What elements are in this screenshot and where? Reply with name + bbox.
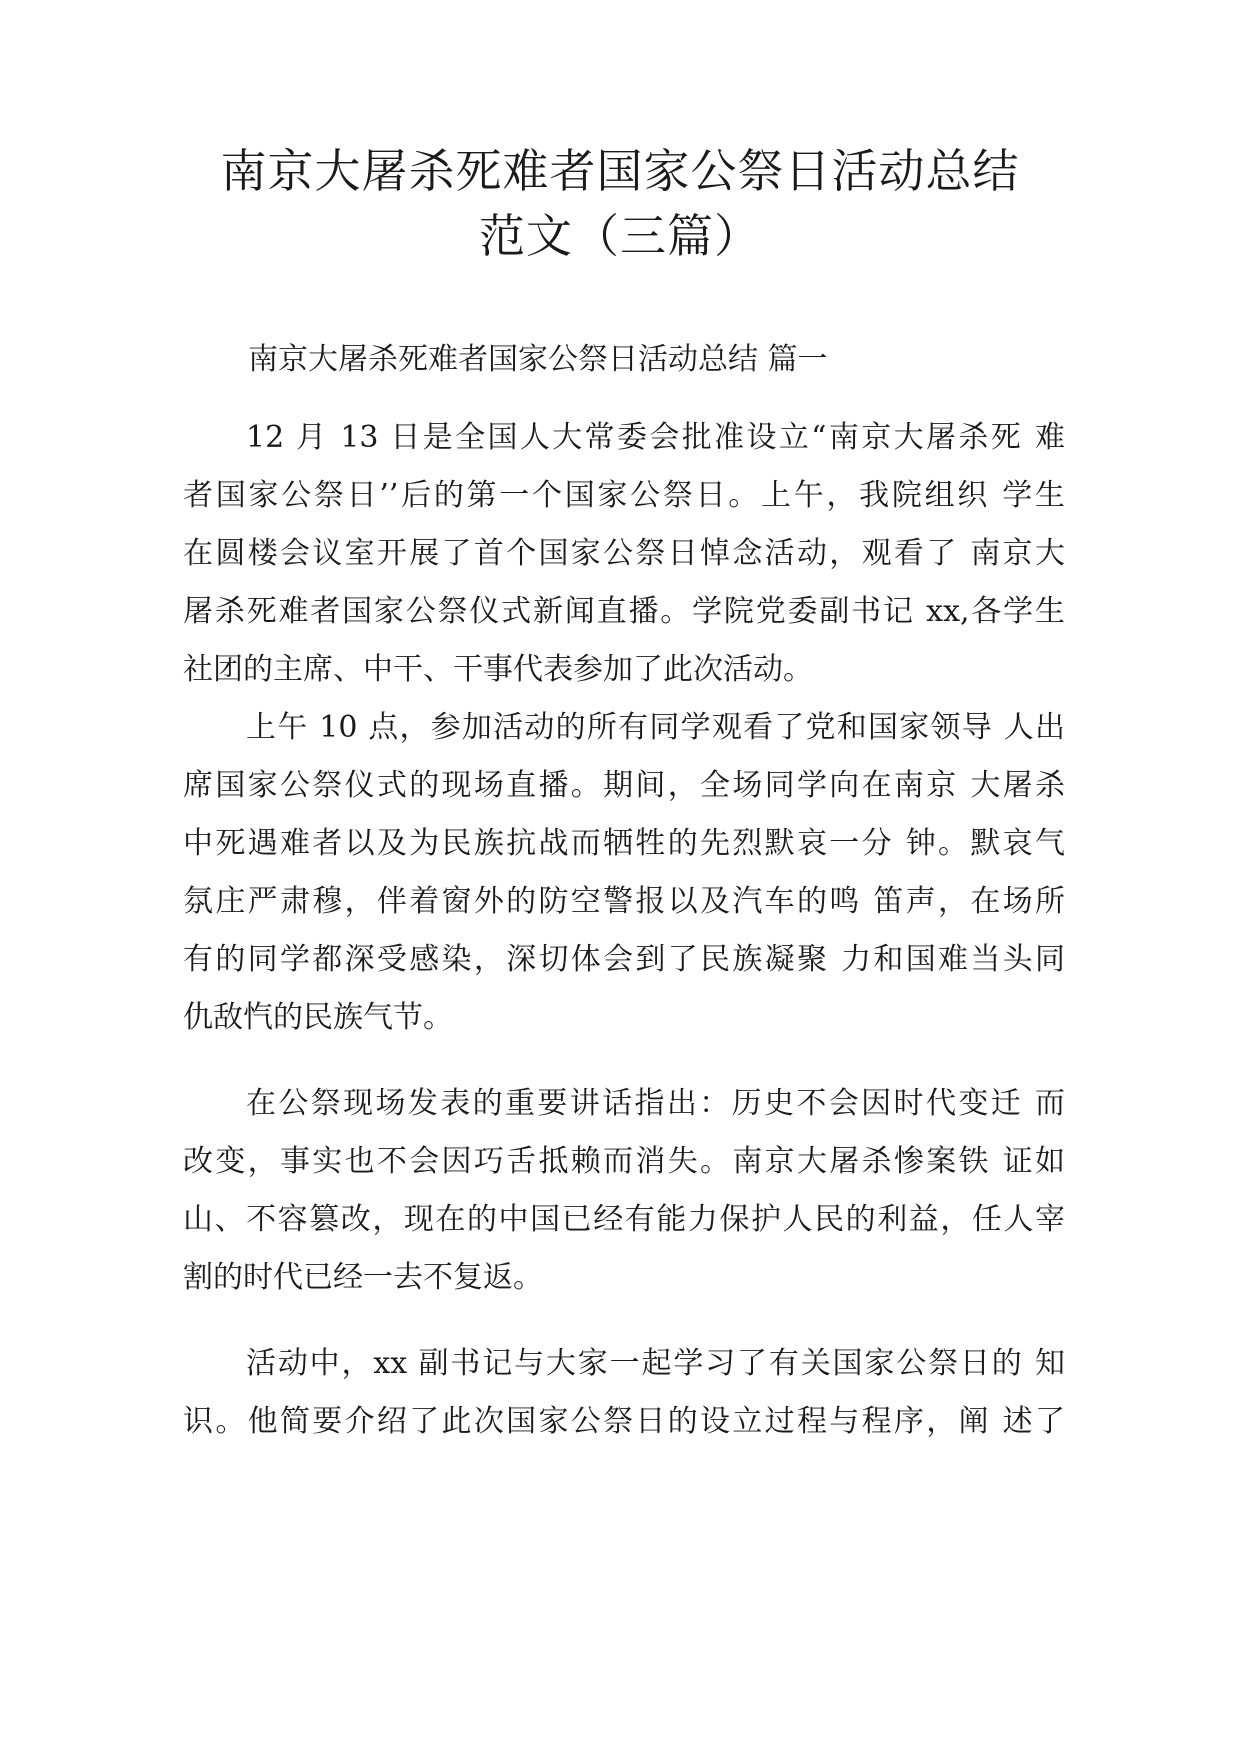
document-title-line-2: 范文（三篇） [479,209,761,263]
paragraph-line: 割的时代已经一去不复返。 [183,1260,543,1295]
paragraph-line: 识。他简要介绍了此次国家公祭日的设立过程与程序，阐 述了 [183,1404,1065,1439]
paragraph-line: 12 月 13 日是全国人大常委会批准设立“南京大屠杀死 难 [246,420,1065,455]
paragraph-line: 中死遇难者以及为民族抗战而牺牲的先烈默哀一分 钟。默哀气 [183,826,1065,861]
paragraph-line: 席国家公祭仪式的现场直播。期间，全场同学向在南京 大屠杀 [183,768,1065,803]
paragraph-line: 上午 10 点，参加活动的所有同学观看了党和国家领导 人出 [246,710,1065,745]
paragraph-line: 仇敌忾的民族气节。 [183,1000,453,1035]
paragraph-line: 改变，事实也不会因巧舌抵赖而消失。南京大屠杀惨案铁 证如 [183,1144,1065,1179]
paragraph-line: 社团的主席、中干、干事代表参加了此次活动。 [183,652,813,687]
paragraph-line: 在圆楼会议室开展了首个国家公祭日悼念活动，观看了 南京大 [183,536,1065,571]
paragraph-line: 者国家公祭日’’后的第一个国家公祭日。上午，我院组织 学生 [183,478,1065,513]
paragraph-line: 活动中，xx 副书记与大家一起学习了有关国家公祭日的 知 [246,1346,1065,1381]
paragraph-line: 有的同学都深受感染，深切体会到了民族凝聚 力和国难当头同 [183,942,1065,977]
paragraph-line: 屠杀死难者国家公祭仪式新闻直播。学院党委副书记 xx,各学生 [183,594,1065,629]
paragraph-line: 山、不容篡改，现在的中国已经有能力保护人民的利益，任人宰 [183,1202,1065,1237]
paragraph-line: 氛庄严肃穆，伴着窗外的防空警报以及汽车的鸣 笛声，在场所 [183,884,1065,919]
paragraph-line: 在公祭现场发表的重要讲话指出：历史不会因时代变迁 而 [246,1086,1065,1121]
section-heading: 南京大屠杀死难者国家公祭日活动总结 篇一 [248,342,828,377]
document-title-line-1: 南京大屠杀死难者国家公祭日活动总结 [220,144,1020,198]
